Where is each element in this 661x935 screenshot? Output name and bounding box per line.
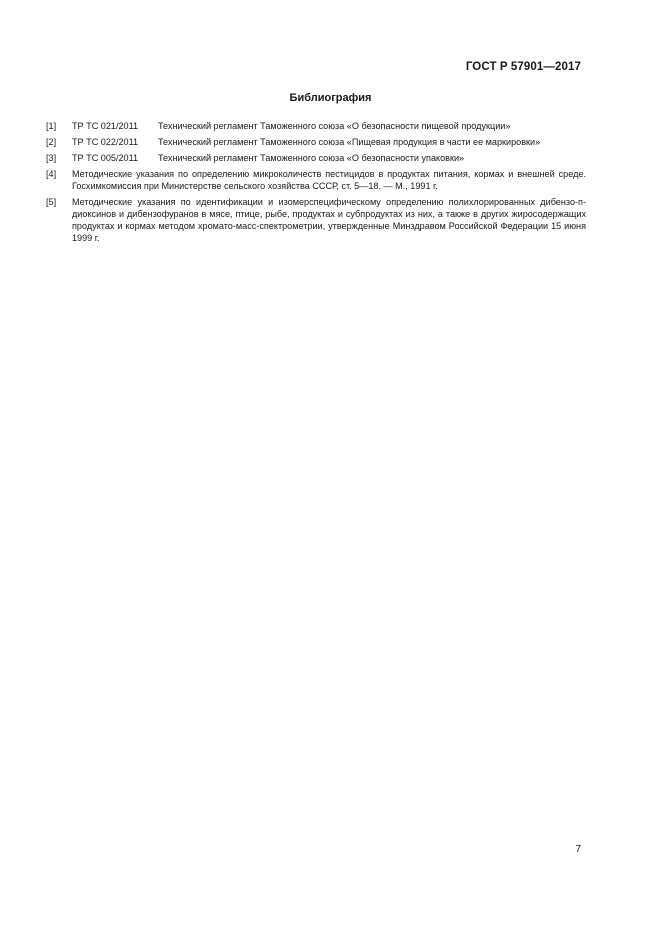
- reference-code: ТР ТС 022/2011: [72, 137, 139, 147]
- bibliography-item: [46, 168, 586, 192]
- bibliography-item: [46, 136, 586, 148]
- reference-title: Технический регламент Таможенного союза «О безопасности пищевой продукции»: [158, 121, 511, 131]
- bibliography-item: [46, 196, 586, 244]
- reference-text: Методические указания по определению микроколичеств пестицидов в продуктах питания, кормах и внешней среде. Госхимкомиссия при Министерстве сельского хозяйства СССР, ст. 5—18. — М., 1991 г.: [72, 169, 586, 191]
- page-number: 7: [575, 844, 581, 855]
- reference-number: [3]: [46, 153, 57, 163]
- reference-number: [5]: [46, 197, 57, 207]
- bibliography-list: [46, 120, 586, 248]
- reference-text: Методические указания по идентификации и изомерспецифическому определению полихлорированных дибензо-п-диоксинов и дибензофуранов в мясе, птице, рыбе, продуктах и субпродуктах из них, а также в других жиросодержащих продуктах и кормах методом хромато-масс-спектрометрии, утвержденные Минздравом Российской Федерации 15 июня 1999 г.: [72, 197, 586, 243]
- document-code: ГОСТ Р 57901—2017: [465, 61, 581, 73]
- reference-code: ТР ТС 021/2011: [72, 121, 139, 131]
- bibliography-item: [46, 152, 586, 164]
- reference-title: Технический регламент Таможенного союза «О безопасности упаковки»: [158, 153, 465, 163]
- reference-number: [2]: [46, 137, 57, 147]
- reference-number: [1]: [46, 121, 57, 131]
- reference-number: [4]: [46, 169, 57, 179]
- bibliography-item: [46, 120, 586, 132]
- section-title: Библиография: [289, 92, 372, 104]
- reference-title: Технический регламент Таможенного союза «Пищевая продукция в части ее маркировки»: [158, 137, 541, 147]
- reference-code: ТР ТС 005/2011: [72, 153, 139, 163]
